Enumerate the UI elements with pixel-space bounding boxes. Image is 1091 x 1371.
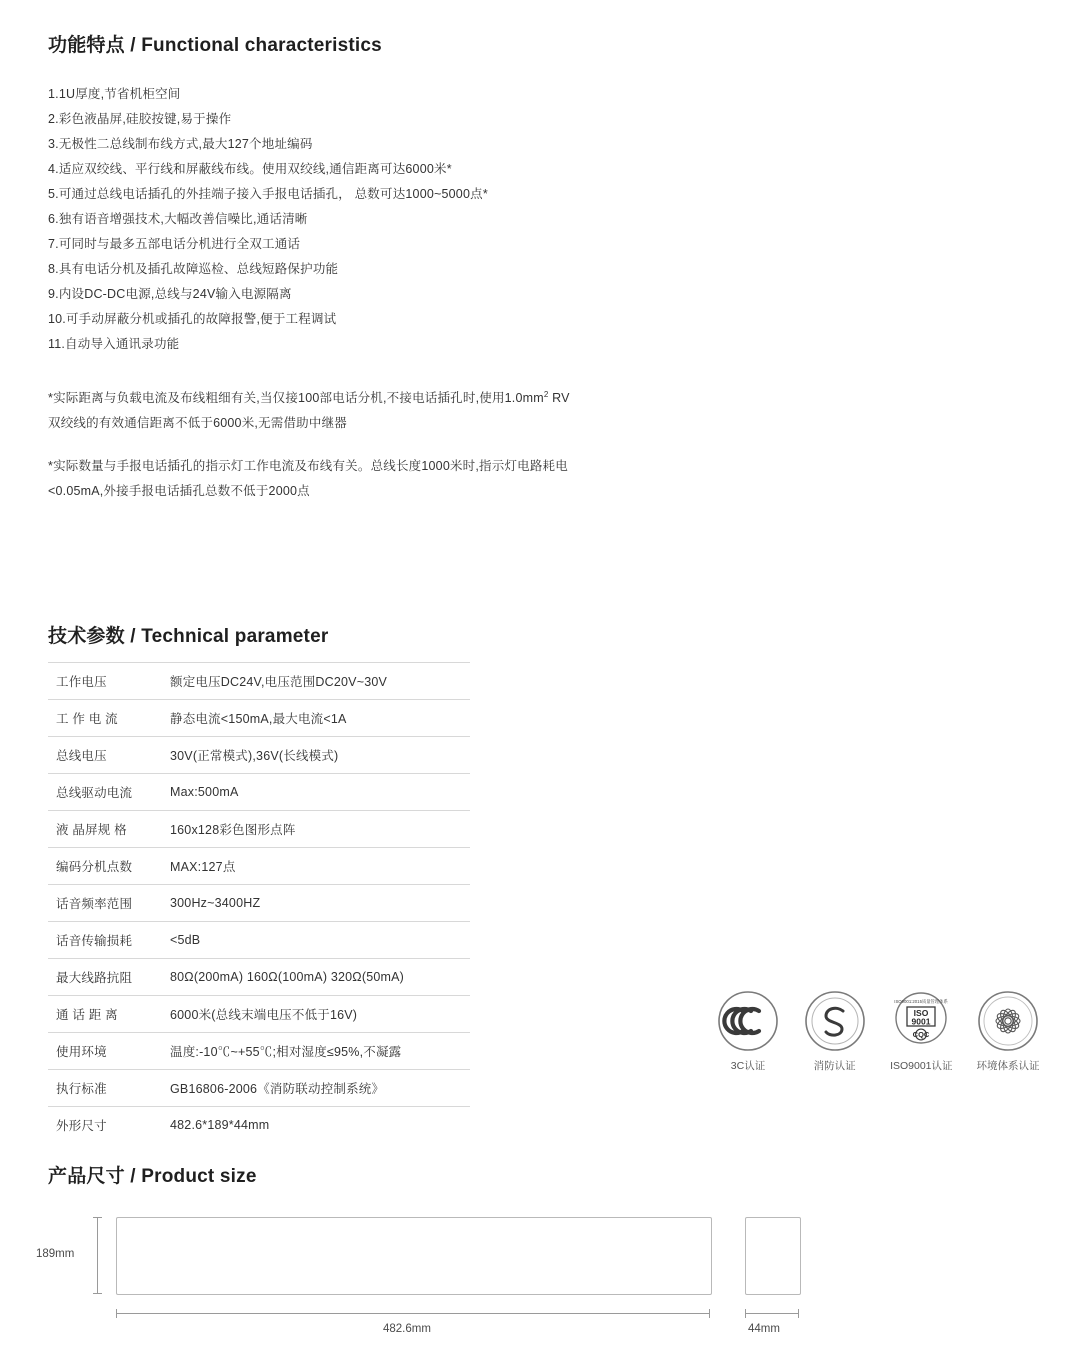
spec-label: 总线驱动电流 [56,786,133,800]
spec-value: 482.6*189*44mm [170,1118,270,1132]
spec-value: 温度:-10℃~+55℃;相对湿度≤95%,不凝露 [170,1045,402,1059]
spec-label: 执行标准 [56,1082,107,1096]
spec-value: 静态电流<150mA,最大电流<1A [170,712,347,726]
table-row [48,1070,470,1107]
footnote-line-b: RV [548,391,570,406]
spec-value: 额定电压DC24V,电压范围DC20V~30V [170,675,388,689]
certification-label: 消防认证 [813,1060,856,1072]
width-tick-left [116,1309,117,1318]
footnote [48,382,768,436]
svg-text:ISO: ISO [913,1008,929,1018]
list-item: 9.内设DC-DC电源,总线与24V输入电源隔离 [48,287,292,301]
list-item: 6.独有语音增强技术,大幅改善信噪比,通话清晰 [48,212,308,226]
footnote [48,454,768,504]
fire-safety-s-mark-icon [804,990,866,1052]
list-item: 10.可手动屏蔽分机或插孔的故障报警,便于工程调试 [48,312,337,326]
list-item: 3.无极性二总线制布线方式,最大127个地址编码 [48,137,313,151]
list-item: 4.适应双绞线、平行线和屏蔽线布线。使用双绞线,通信距离可达6000米* [48,162,452,176]
product-size-title-sep: / [124,1166,142,1187]
page-title-technical-parameter [48,621,328,648]
table-row [48,774,470,811]
footnote-superscript: 2 [543,390,549,399]
iso9001-cqc-mark-icon [890,990,952,1052]
list-item: 8.具有电话分机及插孔故障巡检、总线短路保护功能 [48,262,339,276]
spec-label: 编码分机点数 [56,860,133,874]
depth-tick-right [798,1309,799,1318]
spec-value: 80Ω(200mA) 160Ω(100mA) 320Ω(50mA) [170,970,405,984]
footnote-line-2: <0.05mA,外接手报电话插孔总数不低于2000点 [48,484,310,499]
table-row [48,700,470,737]
width-tick-right [709,1309,710,1318]
spec-value: 30V(正常模式),36V(长线模式) [170,749,339,763]
footnotes [48,382,768,504]
list-item: 5.可通过总线电话插孔的外挂端子接入手报电话插孔， 总数可达1000~5000点* [48,187,488,201]
product-size-title-cn: 产品尺寸 [48,1166,125,1187]
footnote-line-a: *实际距离与负载电流及布线粗细有关,当仅接100部电话分机,不接电话插孔时,使用1.0mm [48,391,544,406]
functional-title-cn: 功能特点 [48,35,125,56]
feature-list [48,82,808,357]
spec-value: 300Hz~3400HZ [170,896,261,910]
page-title-functional-characteristics [48,30,382,57]
page-title-product-size [48,1161,257,1188]
certification-item-iso9001 [881,990,961,1073]
table-row [48,1033,470,1070]
spec-label: 外形尺寸 [56,1119,107,1133]
depth-dimension-line [745,1313,799,1314]
technical-title-en: Technical parameter [141,626,329,647]
table-row [48,663,470,700]
table-row [48,959,470,996]
table-row [48,737,470,774]
front-view-outline [116,1217,712,1295]
product-size-title-en: Product size [141,1166,257,1187]
table-row [48,996,470,1033]
spec-label: 话音传输损耗 [56,934,133,948]
functional-title-sep: / [124,35,142,56]
spec-value: Max:500mA [170,785,239,799]
list-item: 7.可同时与最多五部电话分机进行全双工通话 [48,237,301,251]
technical-title-sep: / [124,626,142,647]
table-row [48,922,470,959]
height-dimension-line [97,1217,98,1293]
table-row [48,885,470,922]
spec-value: 6000米(总线末端电压不低于16V) [170,1008,358,1022]
spec-label: 总线电压 [56,749,107,763]
list-item: 1.1U厚度,节省机柜空间 [48,87,181,101]
spec-value: 160x128彩色图形点阵 [170,823,296,837]
depth-dimension-label: 44mm [748,1323,780,1335]
table-row [48,1107,470,1144]
svg-text:ISO9001:2015质量管理体系: ISO9001:2015质量管理体系 [894,999,949,1004]
certification-item-3c [708,990,788,1073]
svg-text:9001: 9001 [911,1016,931,1027]
height-tick-bottom [93,1293,102,1294]
list-item: 11.自动导入通讯录功能 [48,337,180,351]
spec-value: <5dB [170,933,201,947]
footnote-line-2: 双绞线的有效通信距离不低于6000米,无需借助中继器 [48,416,347,431]
svg-text:CQC: CQC [912,1030,930,1039]
certification-label: 3C认证 [730,1060,766,1072]
environment-system-mark-icon [977,990,1039,1052]
width-dimension-label: 482.6mm [383,1323,431,1335]
spec-label: 工 作 电 流 [56,712,118,726]
spec-label: 工作电压 [56,675,107,689]
certification-badges [708,990,1048,1073]
technical-title-cn: 技术参数 [48,626,125,647]
table-row [48,848,470,885]
technical-parameter-table [48,662,470,1143]
spec-label: 最大线路抗阻 [56,971,133,985]
ccc-mark-icon [717,990,779,1052]
spec-label: 通 话 距 离 [56,1008,118,1022]
certification-label: 环境体系认证 [976,1060,1040,1072]
list-item: 2.彩色液晶屏,硅胶按键,易于操作 [48,112,232,126]
spec-label: 话音频率范围 [56,897,133,911]
height-dimension-label: 189mm [36,1248,75,1260]
functional-title-en: Functional characteristics [141,35,382,56]
product-size-drawing [36,1205,1048,1355]
spec-label: 液 晶屏规 格 [56,823,127,837]
spec-value: MAX:127点 [170,860,236,874]
footnote-line-a: *实际数量与手报电话插孔的指示灯工作电流及布线有关。总线长度1000米时,指示灯电路耗电 [48,459,568,474]
height-tick-top [93,1217,102,1218]
side-view-outline [745,1217,801,1295]
spec-value: GB16806-2006《消防联动控制系统》 [170,1082,385,1096]
table-row [48,811,470,848]
certification-item-fire [795,990,875,1073]
certification-label: ISO9001认证 [890,1060,953,1072]
depth-tick-left [745,1309,746,1318]
certification-item-environment [968,990,1048,1073]
spec-label: 使用环境 [56,1045,107,1059]
width-dimension-line [116,1313,710,1314]
